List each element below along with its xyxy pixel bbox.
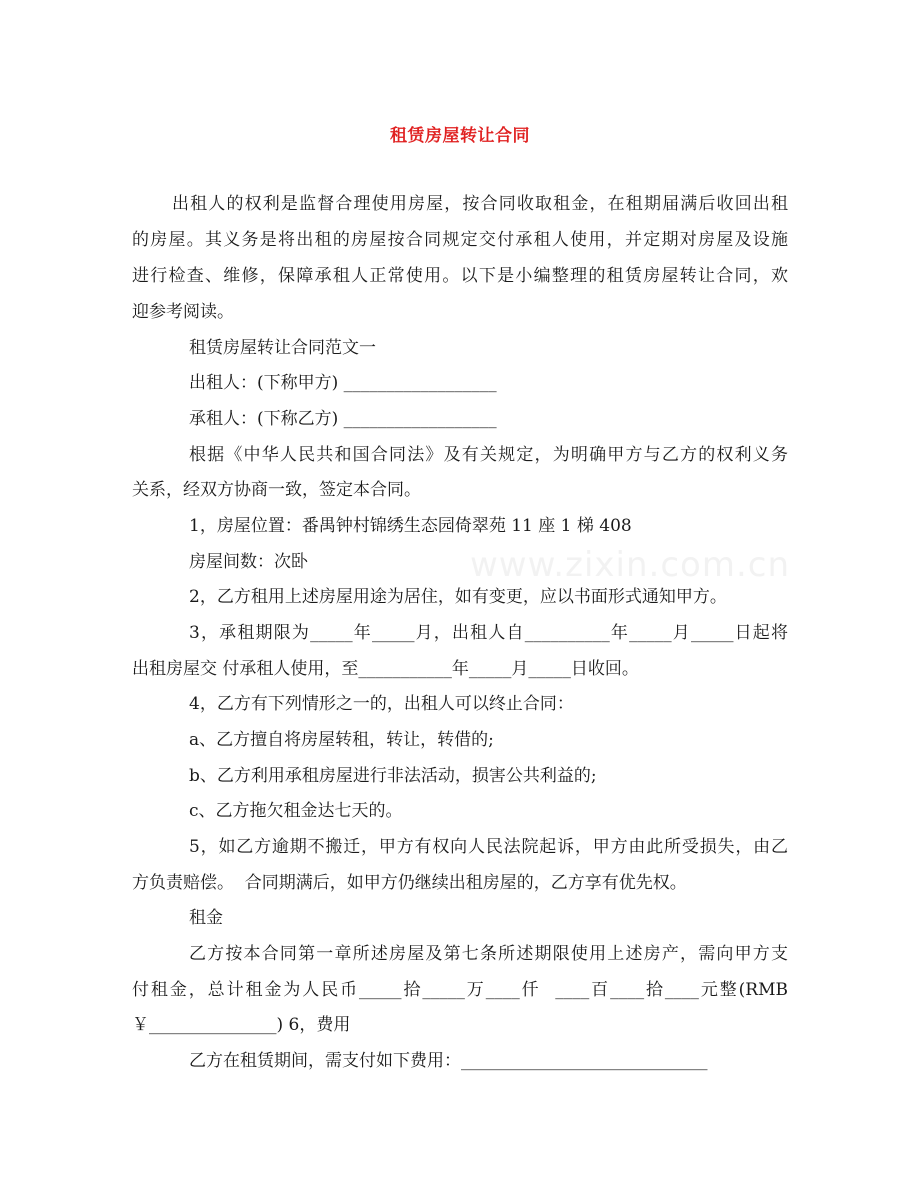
paragraph-line: 关系，经双方协商一致，签定本合同。 — [132, 480, 421, 500]
fees-line: 乙方在租赁期间，需支付如下费用：_____________________________ — [189, 1051, 708, 1071]
paragraph-line: 的房屋。其义务是将出租的房屋按合同规定交付承租人使用，并定期对房屋及设施 — [132, 230, 788, 250]
section-heading: 租金 — [189, 908, 223, 928]
watermark: www.zixin.com.cn — [470, 545, 790, 585]
rent-line: ￥_______________) 6，费用 — [132, 1015, 351, 1035]
paragraph-line: 迎参考阅读。 — [132, 302, 234, 322]
clause-line: 4，乙方有下列情形之一的，出租人可以终止合同： — [189, 694, 574, 714]
clause-line: 1，房屋位置：番禺钟村锦绣生态园倚翠苑 11 座 1 梯 408 — [189, 516, 632, 536]
clause-line: 出租房屋交 付承租人使用，至___________年_____月_____日收回。 — [132, 659, 639, 679]
clause-line: 2，乙方租用上述房屋用途为居住，如有变更，应以书面形式通知甲方。 — [189, 587, 727, 607]
paragraph-line: 根据《中华人民共和国合同法》及有关规定，为明确甲方与乙方的权利义务 — [189, 445, 788, 465]
paragraph-line: 出租人的权利是监督合理使用房屋，按合同收取租金，在租期届满后收回出租 — [172, 194, 788, 214]
lessor-line: 出租人：(下称甲方) __________________ — [189, 373, 497, 393]
rent-line: 付租金，总计租金为人民币_____拾_____万____仟 ____百____拾____元整(RMB — [132, 980, 788, 1000]
clause-line: 方负责赔偿。 合同期满后，如甲方仍继续出租房屋的，乙方享有优先权。 — [132, 873, 687, 893]
rent-line: 乙方按本合同第一章所述房屋及第七条所述期限使用上述房产，需向甲方支 — [189, 944, 788, 964]
lessee-line: 承租人：(下称乙方) __________________ — [189, 409, 497, 429]
clause-line: b、乙方利用承租房屋进行非法活动，损害公共利益的; — [189, 766, 597, 786]
section-heading: 租赁房屋转让合同范文一 — [189, 338, 376, 358]
clause-line: a、乙方擅自将房屋转租，转让，转借的; — [189, 730, 494, 750]
clause-line: 5，如乙方逾期不搬迁，甲方有权向人民法院起诉，甲方由此所受损失，由乙 — [189, 837, 788, 857]
paragraph-line: 进行检查、维修，保障承租人正常使用。以下是小编整理的租赁房屋转让合同，欢 — [132, 266, 788, 286]
clause-line: 房屋间数：次卧 — [189, 552, 308, 572]
clause-line: 3，承租期限为_____年_____月，出租人自__________年_____月_____日起将 — [189, 623, 788, 643]
clause-line: c、乙方拖欠租金达七天的。 — [189, 801, 403, 821]
document-title: 租赁房屋转让合同 — [390, 126, 530, 146]
